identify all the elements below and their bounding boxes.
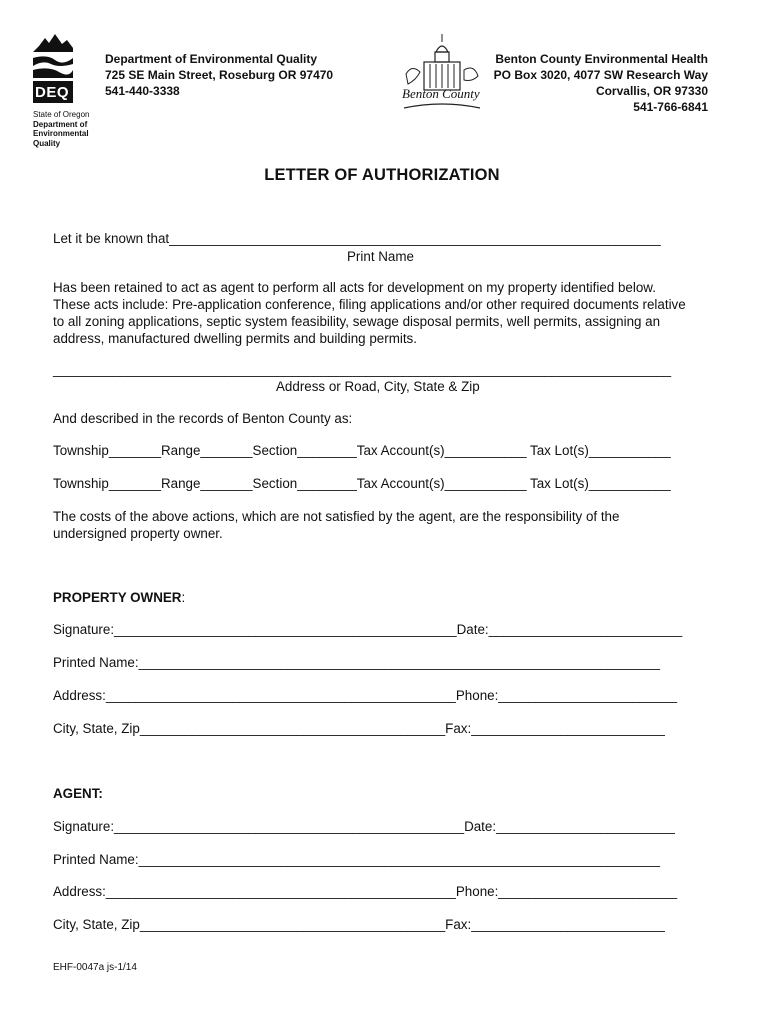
paragraph-line: to all zoning applications, septic system feasibility, sewage disposal permits, well permits, assigning an bbox=[53, 314, 661, 329]
paragraph-line: undersigned property owner. bbox=[53, 526, 223, 541]
deq-logo bbox=[33, 34, 89, 146]
property-address-label: Address or Road, City, State & Zip bbox=[276, 379, 480, 394]
township-row-2[interactable]: Township_______Range_______Section________Tax Account(s)___________ Tax Lot(s)___________ bbox=[53, 476, 671, 491]
deq-caption-line: State of Oregon bbox=[33, 110, 90, 119]
deq-phone: 541-440-3338 bbox=[105, 84, 180, 98]
deq-address: 725 SE Main Street, Roseburg OR 97470 bbox=[105, 68, 334, 82]
benton-address: PO Box 3020, 4077 SW Research Way bbox=[493, 68, 708, 82]
costs-paragraph bbox=[53, 508, 619, 542]
benton-name: Benton County Environmental Health bbox=[495, 52, 708, 66]
township-row-1[interactable]: Township_______Range_______Section________Tax Account(s)___________ Tax Lot(s)___________ bbox=[53, 443, 671, 458]
deq-logo-text: DEQ bbox=[35, 84, 70, 101]
paragraph-line: The costs of the above actions, which are not satisfied by the agent, are the responsibility of the bbox=[53, 509, 620, 524]
deq-caption-line: Environmental bbox=[33, 129, 89, 138]
retention-paragraph bbox=[53, 279, 686, 347]
deq-address-block bbox=[105, 51, 333, 99]
deq-caption-line: Department of bbox=[33, 119, 88, 129]
deq-caption-line: Quality bbox=[33, 138, 61, 148]
property-owner-heading bbox=[53, 590, 185, 605]
paragraph-line: address, manufactured dwelling permits and building permits. bbox=[53, 331, 417, 346]
benton-address-block bbox=[494, 51, 708, 115]
agent-name-line[interactable]: Let it be known that__________________________________________________________________ bbox=[53, 231, 661, 246]
paragraph-line: These acts include: Pre-application conference, filing applications and/or other required documents relative bbox=[53, 297, 686, 312]
form-code: EHF-0047a js-1/14 bbox=[53, 962, 137, 973]
benton-city: Corvallis, OR 97330 bbox=[595, 84, 708, 98]
heading-colon: : bbox=[181, 590, 186, 605]
owner-signature-field[interactable]: Signature:______________________________________________Date:__________________________ bbox=[53, 622, 683, 637]
agent-heading: AGENT: bbox=[53, 786, 103, 801]
benton-phone: 541-766-6841 bbox=[633, 100, 708, 114]
property-owner-heading-text: PROPERTY OWNER bbox=[53, 590, 182, 605]
benton-county-seal bbox=[402, 34, 482, 112]
agent-printed-name-field[interactable]: Printed Name:______________________________________________________________________ bbox=[53, 852, 660, 867]
owner-printed-name-field[interactable]: Printed Name:______________________________________________________________________ bbox=[53, 655, 660, 670]
described-text: And described in the records of Benton County as: bbox=[53, 411, 353, 426]
benton-seal-text: Benton County bbox=[402, 86, 480, 101]
property-address-line[interactable]: ___________________________________________________________________________________ bbox=[53, 362, 672, 377]
owner-city-field[interactable]: City, State, Zip_________________________________________Fax:__________________________ bbox=[53, 721, 665, 736]
deq-name: Department of Environmental Quality bbox=[105, 52, 318, 66]
paragraph-line: Has been retained to act as agent to perform all acts for development on my property identified below. bbox=[53, 280, 656, 295]
owner-address-field[interactable]: Address:_______________________________________________Phone:________________________ bbox=[53, 688, 678, 703]
agent-city-field[interactable]: City, State, Zip_________________________________________Fax:__________________________ bbox=[53, 917, 665, 932]
print-name-label: Print Name bbox=[347, 249, 414, 264]
agent-signature-field[interactable]: Signature:_______________________________________________Date:________________________ bbox=[53, 819, 675, 834]
page-title: LETTER OF AUTHORIZATION bbox=[264, 166, 500, 184]
agent-address-field[interactable]: Address:_______________________________________________Phone:________________________ bbox=[53, 884, 678, 899]
